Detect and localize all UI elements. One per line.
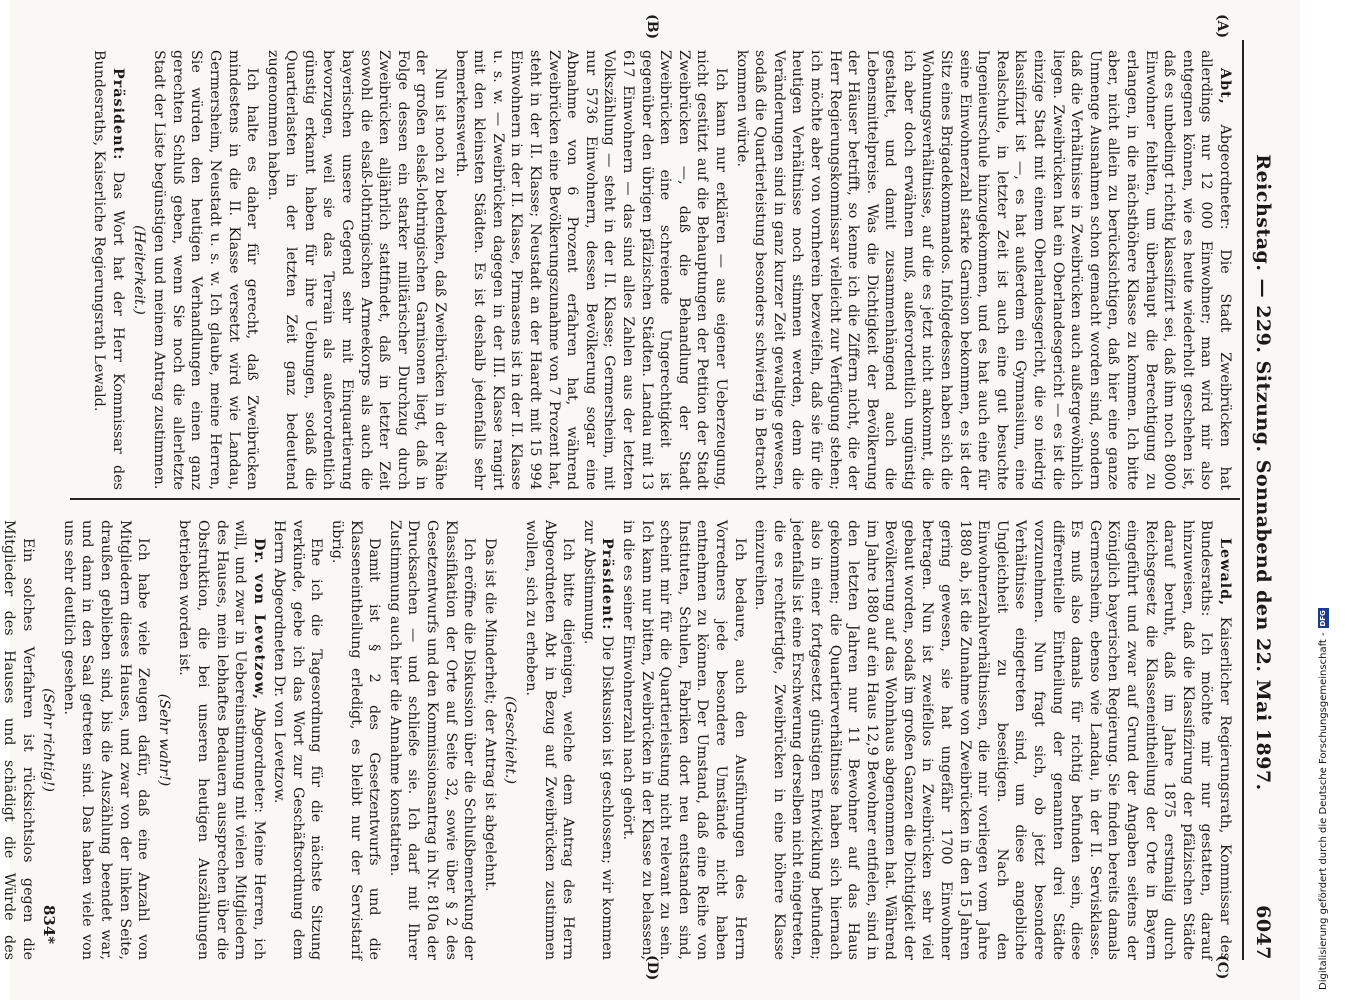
paragraph: [263, 50, 449, 490]
paragraph-text: Nun ist noch zu bedenken, daß Zweibrücken in der Nähe der großen elsaß-lothringischen Garnisonen liegt, daß in Folge dessen ein starker militärischer Durchzug durch Zweibrücken alljährlich stattfindet, daß in letzter Zeit sowohl die elsaß-lothringischen Armeekorps als auch die bayerischen unsere Gegend sehr mit Einquartierung bevorzugen, weil sie das Terrain als außerordentlich günstig erkannt haben für ihre Uebungen, sodaß die Quartierlasten in der letzten Zeit ganz bedeutend zugenommen haben.: [264, 50, 449, 490]
paragraph-text: Abgeordneter: Die Stadt Zweibrücken hat allerdings nur 12 000 Einwohner; man wird mir also entgegnen können, wie es heute wiederholt geschehen ist, daß es unbedingt richtig klassifizirt sei, daß ihm noch 8000 Einwohner fehlten, um überhaupt die Berechtigung zu erlangen, in die nächsthöhere Klasse zu kommen. Ich bitte aber, nicht allein zu berücksichtigen, daß hier eine ganze Unmenge Ausnahmen schon gemacht worden sind, sondern daß die Verhältnisse in Zweibrücken auch außergewöhnlich liegen. Zweibrücken hat ein Oberlandesgericht — es ist die einzige Stadt mit einem Oberlandesgericht, die so niedrig klassifizirt ist —, es hat außerdem ein Gymnasium, eine Realschule, in letzter Zeit ist auch eine gut besuchte Ingenieurschule hinzugekommen, und es hat auch eine für seine Einwohnerzahl starke Garnison bekommen, es ist der Sitz eines Brigadekommandos. Infolgedessen haben sich die Wohnungsverhältnisse, auf die es jetzt nicht ankommt, die ich aber doch erwähnen muß, außerordentlich ungünstig gestaltet, und damit zusammenhängend auch die Lebensmittelpreise. Was die Dichtigkeit der Bevölkerung der Häuser betrifft, so kenne ich die Ziffern nicht, die der Herr Regierungskommissar vielleicht zur Verfügung stehen; ich möchte aber von vornherein bezweifeln, daß sie für die heutigen Verhältnisse noch stimmen werden, denn die Veränderungen sind in ganz kurzer Zeit gewaltige gewesen, sodaß die Quartierleistung besonders schwierig in Betracht kommen würde.: [733, 50, 1233, 491]
paragraph-text: Abgeordneter: Meine Herren, ich will, und zwar in Uebereinstimmung mit vielen Mitgliedern des Hauses, mein lebhaftes Bedauern aussprechen über die Obstruktion, die bei unseren heutigen Auszählungen betrieben worden ist.: [176, 520, 267, 960]
paragraph: [751, 520, 1234, 960]
digitization-footer: [1318, 608, 1329, 990]
paragraph: [579, 520, 616, 960]
margin-mark-a: (A): [1214, 14, 1230, 39]
paragraph-text: Ein solches Verfahren ist rücksichtslos gegen die Mitglieder des Hauses und schädigt die Würde des: [1, 520, 36, 960]
left-text-column: [70, 50, 1234, 490]
paragraph-text: Ich kann nur erklären — aus eigener Ueberzeugung, nicht gestützt auf die Behauptungen der Petition der Stadt Zweibrücken —, daß die Behandlung der Stadt Zweibrücken eine schreiende Ungerechtigkeit ist gegenüber den übrigen pfälzischen Städten. Landau mit 13 617 Einwohnern — das sind alles Zahlen aus der letzten Volkszählung — steht in der II. Klasse; Germersheim, mit nur 5736 Einwohnern, dessen Bevölkerung sogar eine Abnahme von 6 Prozent erfahren hat, während Zweibrücken eine Bevölkerungszunahme von 7 Prozent hat, steht in der II. Klasse; Neustadt an der Haardt mit 15 994 Einwohnern in der II. Klasse, Pirmasens ist in der II. Klasse u. s. w. — Zweibrücken dagegen in der III. Klasse rangirt mit den kleinsten Städten. Es ist deshalb jedenfalls sehr bemerkenswerth.: [452, 50, 729, 490]
paragraph-text: Kaiserlicher Regierungsrath, Kommissar des Bundesraths: Ich möchte mir nur gestatten, darauf hinzuweisen, daß die Klassifizirung der pfälzischen Städte darauf beruht, daß im Jahre 1875 erstmalig durch Reichsgesetz die Klasseneintheilung der Orte in Bayern eingeführt und zwar auf Grund der Angaben seitens der Königlich bayerischen Regierung. Sie finden bereits damals Germersheim, ebenso wie Landau, in der II. Servisklasse. Es muß also damals für richtig befunden sein, diese differentielle Eintheilung der genannten drei Städte vorzunehmen. Nun fragt sich, ob jetzt besondere Verhältnisse eingetreten sind, um diese angebliche Ungleichheit zu beseitigen. Nach den Einwohnerzahlverhältnissen, die mir vorliegen vom Jahre 1880 ab, ist die Zunahme von Zweibrücken in den 15 Jahren gering gewesen, sie hat ungefähr 1700 Einwohner betragen. Nun ist zweifellos in Zweibrücken sehr viel gebaut worden, sodaß im großen Ganzen die Dichtigkeit der Bevölkerung auf das Wohnhaus abgenommen hat. Während im Jahre 1880 auf ein Haus 12,9 Bewohner entfielen, sind in den letzten Jahren nur 11 Bewohner auf das Haus gekommen; die Quartierverhältnisse haben sich hiernach also in einer fortgesetzt günstigen Entwicklung befunden; jedenfalls ist eine Erschwerung derselben nicht eingetreten, die es rechtfertigte, Zweibrücken in eine höhere Klasse einzureihen.: [752, 520, 1233, 960]
stage-note: (Sehr wahr!): [155, 693, 172, 787]
margin-mark-b: (B): [644, 14, 660, 40]
paragraph-text: Ich bedaure, auch den Ausführungen des Herrn Vorredners jede besondere Umstände nicht haben entnehmen zu können. Der Umstand, daß eine Reihe von Instituten, Schulen, Fabriken dort neu entstanden sind, scheint mir für die Quartierleistung nicht relevant zu sein. Ich kann nur bitten, Zweibrücken in der Klasse zu belassen, in die es seiner Einwohnerzahl nach gehört.: [620, 520, 748, 960]
stage-note: (Geschieht.): [502, 695, 519, 785]
footer-text: Digitalisierung gefördert durch die Deutsche Forschungsgemeinschaft -: [1318, 632, 1329, 990]
paragraph-text: Ich eröffne die Diskussion über die Schlußbemerkung der Klassifikation der Orte auf Seite 32, sowie über § 2 des Gesetzentwurfs und den Kommissionsantrag in Nr. 810a der Drucksachen — und schließe sie. Ich darf mit Ihrer Zustimmung auch hier die Annahme konstatiren.: [386, 520, 478, 960]
paragraph: [90, 50, 127, 490]
speaker-name: Lewald,: [1217, 538, 1233, 607]
paragraph: [175, 520, 268, 960]
paragraph-text: Die Diskussion ist geschlossen; wir kommen zur Abstimmung.: [580, 520, 616, 960]
paragraph: [480, 520, 499, 960]
footer-strip: [1310, 0, 1353, 1000]
speaker-name: Präsident:: [109, 68, 126, 161]
paragraph: [59, 520, 152, 960]
header-title: Reichstag. — 229. Sitzung. Sonnabend den 22. Mai 1897.: [1252, 154, 1274, 791]
paragraph: [521, 520, 577, 960]
paragraph-text: Das ist die Minderheit; der Antrag ist abgelehnt.: [481, 538, 498, 892]
stage-note: (Sehr richtig!): [40, 688, 57, 792]
margin-mark-d: (D): [644, 955, 660, 981]
paragraph: [150, 50, 262, 490]
column-divider: [70, 498, 1240, 500]
speaker-name: Abt,: [1217, 68, 1233, 105]
speaker-name: Dr. von Levetzow,: [250, 538, 267, 701]
margin-mark-c: (C): [1214, 955, 1230, 980]
paragraph: [270, 520, 326, 960]
page-header: [1248, 40, 1278, 960]
paragraph-text: Ich bitte diejenigen, welche dem Antrag des Herrn Abgeordneten Abt in Bezug auf Zweibrücken zustimmen wollen, sich zu erheben.: [523, 520, 577, 960]
header-page-number: 6047: [1252, 905, 1274, 960]
paragraph-text: Das Wort hat der Herr Kommissar des Bundesraths, Kaiserliche Regierungsrath Lewald.: [91, 50, 126, 490]
stage-note: (Heiterkeit.): [130, 225, 147, 315]
paragraph: [618, 520, 748, 960]
paragraph-text: Ich habe viele Zeugen dafür, daß eine Anzahl von Mitgliedern dieses Hauses, und zwar von der linken Seite, draußen geblieben sind, bis die Auszählung beendet war, und dann in den Saal getreten sind. Das haben viele von uns sehr deutlich gesehen.: [60, 520, 152, 960]
paragraph-text: Ich halte es daher für gerecht, daß Zweibrücken mindestens in die II. Klasse versetzt wird wie Landau, Germersheim, Neustadt u. s. w. Ich glaube, meine Herren, Sie würden den heutigen Verhandlungen einen ganz gerechten Schluß geben, wenn Sie noch die allerletzte Stadt der Liste begünstigen und meinem Antrag zustimmen.: [151, 50, 261, 490]
paragraph: [0, 520, 37, 960]
paragraph-text: Ehe ich die Tagesordnung für die nächste Sitzung verkünde, gebe ich das Wort zur Geschäftsordnung dem Herrn Abgeordneten Dr. von Levetzow.: [271, 520, 325, 960]
header-rule: [1242, 40, 1244, 960]
paragraph-text: Damit ist § 2 des Gesetzentwurfs und die Klasseneintheilung erledigt, es bleibt nur der Servistarif übrig.: [329, 520, 383, 960]
rotated-page: [1, 0, 1300, 1000]
dfg-logo: DFG: [1319, 610, 1327, 627]
speaker-name: Präsident:: [599, 538, 616, 631]
paragraph: [385, 520, 478, 960]
page-signature: 834*: [40, 905, 58, 945]
paragraph: [328, 520, 384, 960]
paragraph: [732, 50, 1234, 490]
paragraph: [451, 50, 730, 490]
